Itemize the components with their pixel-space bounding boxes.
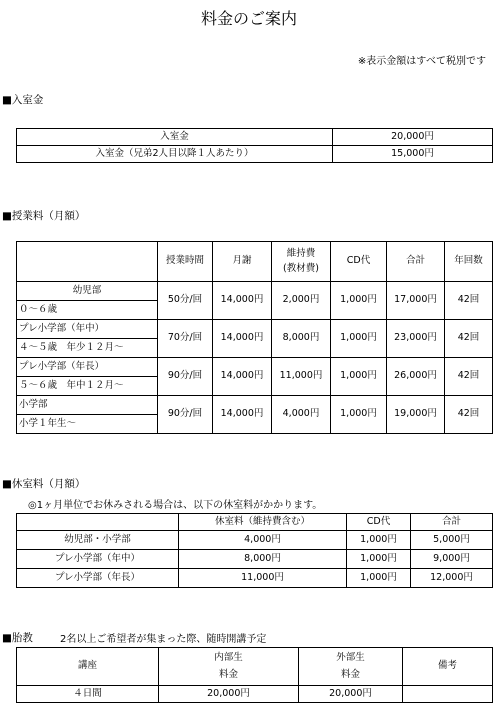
course-total: 23,000円 xyxy=(387,320,445,358)
course-maintenance: 2,000円 xyxy=(272,282,331,320)
leave-course: プレ小学部（年中） xyxy=(17,550,179,569)
course-total: 19,000円 xyxy=(387,396,445,434)
header-external-line2: 料金 xyxy=(340,668,360,680)
prenatal-course: ４日間 xyxy=(17,686,159,703)
course-fee: 14,000円 xyxy=(213,358,272,396)
admission-label: 入室金 xyxy=(17,129,333,146)
course-cd: 1,000円 xyxy=(331,396,387,434)
leave-note: ◎1ヶ月単位でお休みされる場合は、以下の休室料がかかります。 xyxy=(28,500,323,511)
header-internal xyxy=(159,648,299,686)
course-time: 90分/回 xyxy=(158,358,213,396)
prenatal-note: 2名以上ご希望者が集まった際、随時開講予定 xyxy=(60,634,267,645)
tax-note: ※表示金額はすべて税別です xyxy=(357,56,486,67)
header-total: 合計 xyxy=(387,242,445,282)
course-cd: 1,000円 xyxy=(331,282,387,320)
tuition-table xyxy=(16,241,493,434)
table-row xyxy=(17,550,493,569)
course-maintenance: 4,000円 xyxy=(272,396,331,434)
leave-heading: ■休室料（月額） xyxy=(2,478,86,490)
course-age: 小学１年生～ xyxy=(17,415,158,434)
course-time: 50分/回 xyxy=(158,282,213,320)
course-count: 42回 xyxy=(445,282,493,320)
leave-cd: 1,000円 xyxy=(347,550,411,569)
admission-value: 15,000円 xyxy=(333,146,493,163)
course-fee: 14,000円 xyxy=(213,396,272,434)
header-empty-cell xyxy=(17,242,158,282)
tuition-heading: ■授業料（月額） xyxy=(2,210,86,222)
header-fee: 月謝 xyxy=(213,242,272,282)
course-name: プレ小学部（年長） xyxy=(17,358,158,377)
admission-table xyxy=(16,128,493,163)
table-row xyxy=(17,569,493,588)
course-maintenance: 11,000円 xyxy=(272,358,331,396)
course-count: 42回 xyxy=(445,396,493,434)
prenatal-remarks xyxy=(403,686,493,703)
leave-course: 幼児部・小学部 xyxy=(17,531,179,550)
course-time: 70分/回 xyxy=(158,320,213,358)
course-age: ５～６歳 年中１２月～ xyxy=(17,377,158,396)
course-name: 幼児部 xyxy=(17,282,158,301)
prenatal-external-fee: 20,000円 xyxy=(299,686,403,703)
header-maintenance xyxy=(272,242,331,282)
table-header-row xyxy=(17,648,493,686)
header-internal-line2: 料金 xyxy=(218,668,238,680)
header-cd: CD代 xyxy=(347,514,411,531)
leave-course: プレ小学部（年長） xyxy=(17,569,179,588)
course-total: 17,000円 xyxy=(387,282,445,320)
course-maintenance: 8,000円 xyxy=(272,320,331,358)
page-title: 料金のご案内 xyxy=(200,9,297,28)
table-header-row xyxy=(17,242,493,282)
leave-total: 9,000円 xyxy=(411,550,493,569)
header-course: 講座 xyxy=(17,648,159,686)
course-fee: 14,000円 xyxy=(213,320,272,358)
leave-cd: 1,000円 xyxy=(347,531,411,550)
table-row xyxy=(17,531,493,550)
table-row xyxy=(17,358,493,377)
prenatal-table xyxy=(16,647,493,703)
header-external xyxy=(299,648,403,686)
course-cd: 1,000円 xyxy=(331,320,387,358)
leave-fee: 8,000円 xyxy=(179,550,347,569)
header-leave-fee: 休室料（維持費含む） xyxy=(179,514,347,531)
table-row xyxy=(17,320,493,339)
header-total: 合計 xyxy=(411,514,493,531)
header-time: 授業時間 xyxy=(158,242,213,282)
leave-total: 12,000円 xyxy=(411,569,493,588)
admission-label: 入室金（兄弟2人目以降１人あたり） xyxy=(17,146,333,163)
header-empty-cell xyxy=(17,514,179,531)
prenatal-heading: ■胎教 xyxy=(2,632,33,644)
course-age: ４～５歳 年少１２月～ xyxy=(17,339,158,358)
course-fee: 14,000円 xyxy=(213,282,272,320)
header-internal-line1: 内部生 xyxy=(214,651,243,663)
table-row xyxy=(17,282,493,301)
admission-heading: ■入室金 xyxy=(2,94,44,106)
leave-fee: 4,000円 xyxy=(179,531,347,550)
header-count: 年回数 xyxy=(445,242,493,282)
course-total: 26,000円 xyxy=(387,358,445,396)
course-name: 小学部 xyxy=(17,396,158,415)
header-remarks: 備考 xyxy=(403,648,493,686)
course-age: ０～６歳 xyxy=(17,301,158,320)
header-maintenance-line2: (教材費) xyxy=(283,262,319,274)
header-external-line1: 外部生 xyxy=(336,651,365,663)
course-cd: 1,000円 xyxy=(331,358,387,396)
prenatal-internal-fee: 20,000円 xyxy=(159,686,299,703)
course-time: 90分/回 xyxy=(158,396,213,434)
course-count: 42回 xyxy=(445,358,493,396)
leave-total: 5,000円 xyxy=(411,531,493,550)
table-row xyxy=(17,396,493,415)
course-count: 42回 xyxy=(445,320,493,358)
table-row xyxy=(17,129,493,146)
header-cd: CD代 xyxy=(331,242,387,282)
header-maintenance-line1: 維持費 xyxy=(286,247,316,259)
course-name: プレ小学部（年中） xyxy=(17,320,158,339)
leave-cd: 1,000円 xyxy=(347,569,411,588)
table-row xyxy=(17,146,493,163)
leave-fee: 11,000円 xyxy=(179,569,347,588)
admission-value: 20,000円 xyxy=(333,129,493,146)
table-header-row xyxy=(17,514,493,531)
table-row xyxy=(17,686,493,703)
leave-table xyxy=(16,513,493,588)
